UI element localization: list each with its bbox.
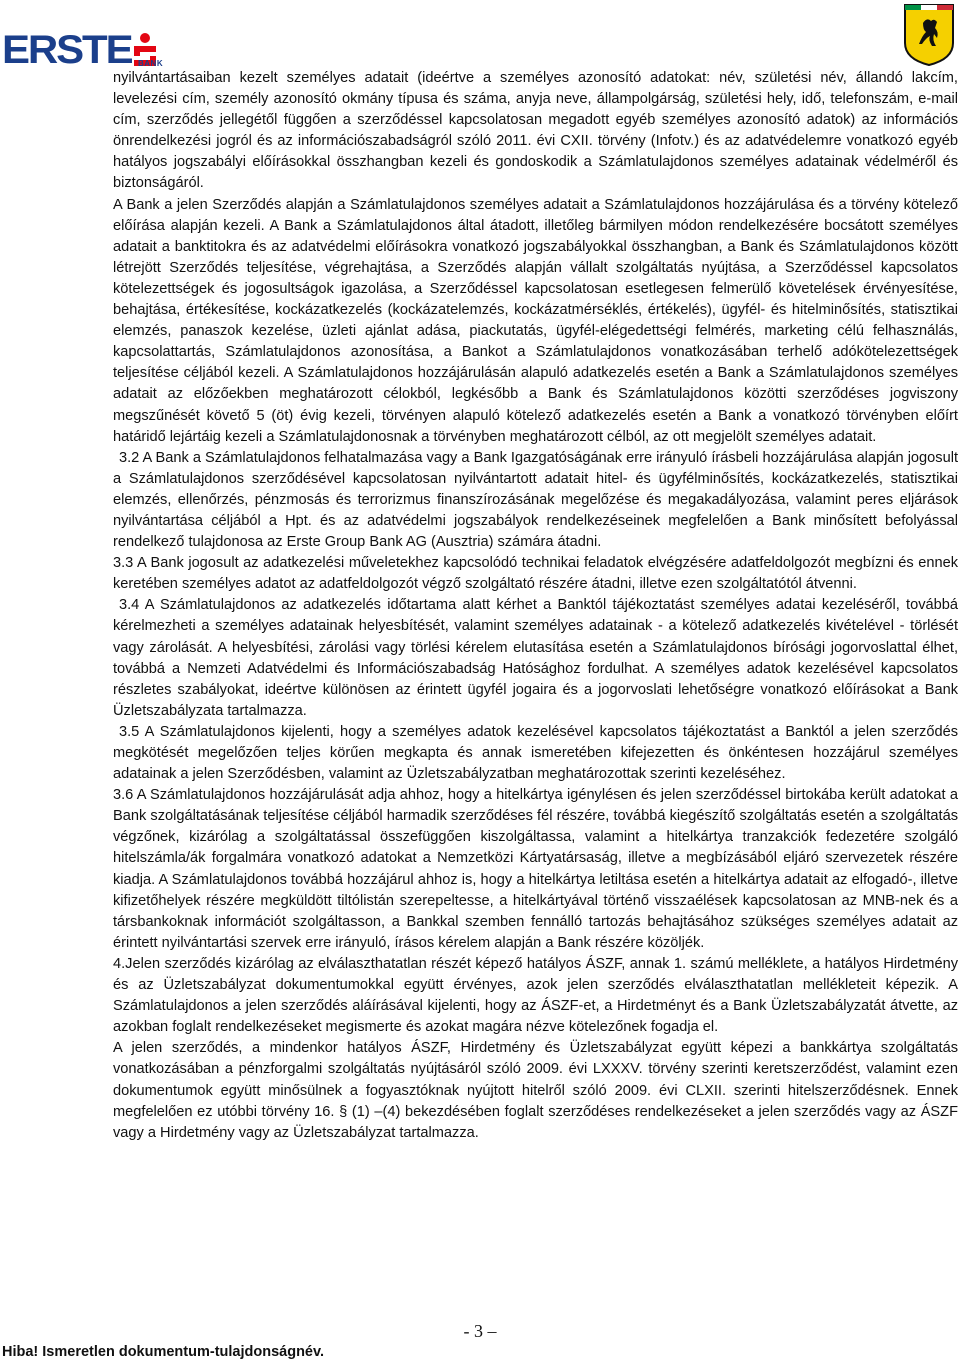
document-body [113, 68, 958, 1144]
paragraph-3-4: 3.4 A Számlatulajdonos az adatkezelés időtartama alatt kérhet a Banktól tájékoztatást személyes adatai kezeléséről, továbbá kérelmezheti a személyes adatainak helyesbítését, valamint személyes adatainak - a kötelező adatkezelés kivételével - törlését vagy zárolását. A helyesbítési, zárolási vagy törlési kérelem elutasítása esetén a Számlatulajdonos bírósági jogorvoslattal élhet, továbbá a Nemzeti Adatvédelmi és Információszabadság Hatósághoz fordulhat. A személyes adatok kezelésével kapcsolatos részletes szabályokat, ideértve különösen az érintett ügyfél jogaira és a jogorvoslati lehetőségre vonatkozó előírásokat a Bank Üzletszabályzata tartalmazza. [113, 597, 958, 719]
paragraph-3-3: 3.3 A Bank jogosult az adatkezelési műveletekhez kapcsolódó technikai feladatok elvégzésére adatfeldolgozót megbízni és ennek keretében személyes adatot az adatfeldolgozót végző szolgáltató részére átadni, illetve ezen szolgáltatótól átvenni. [113, 555, 958, 593]
paragraph-4: 4.Jelen szerződés kizárólag az elválaszthatatlan részét képező hatályos ÁSZF, annak 1. számú melléklete, a hatályos Hirdetmény és az Üzletszabályzat dokumentumokkal együtt érvényes, azok jelen szerződés elválaszthatatlan mellékleteit képezik. A Számlatulajdonos a jelen szerződés aláírásával kijelenti, hogy az ÁSZF-et, a Hirdetményt és a Bank Üzletszabályzatát átvette, az azokban foglalt rendelkezéseket megismerte és azokat magára nézve kötelezőnek fogadja el. [113, 955, 958, 1036]
page-number: - 3 – [463, 1321, 497, 1341]
erste-bank-logo [0, 30, 170, 70]
paragraph-3-2: 3.2 A Bank a Számlatulajdonos felhatalmazása vagy a Bank Igazgatóságának erre irányuló írásbeli hozzájárulása alapján jogosult a Számlatulajdonos szerződésével kapcsolatosan nyilvántartott adatait hitel- és ügyfélminősítés, kockázatkezelés, statisztikai elemzés, ellenőrzés, pénzmosás és terrorizmus finanszírozásának megelőzése és megakadályozása, valamint peres eljárások nyilvántartása céljából a Hpt. és az adatvédelmi jogszabályok rendelkezéseinek megfelelően a Bank minősített befolyással rendelkező tulajdonosa az Erste Group Bank AG (Ausztria) számára átadni. [113, 449, 958, 551]
paragraph-framework-contract: A jelen szerződés, a mindenkor hatályos ÁSZF, Hirdetmény és Üzletszabályzat együtt képezi a bankkártya szolgáltatás vonatkozásában a pénzforgalmi szolgáltatás nyújtásáról szóló 2009. évi LXXXV. törvény szerinti keretszerződést, valamint ezen dokumentumok együtt minősülnek a fogyasztóknak nyújtott hitelről szóló 2009. évi CLXII. szerinti hitelszerződésnek. Ennek megfelelően ez utóbbi törvény 16. § (1) –(4) bekezdésében foglalt szerződéses rendelkezéseket a jelen szerződés vagy az ÁSZF vagy a Hirdetmény vagy az Üzletszabályzat tartalmazza. [113, 1040, 958, 1141]
paragraph-data-handling: nyilvántartásaiban kezelt személyes adatait (ideértve a személyes azonosító adatokat: név, születési név, állandó lakcím, levelezési cím, személy azonosító okmány típusa és száma, anyja neve, állampolgárság, születési hely, idő, telefonszám, e-mail cím, szerződés jellegétől függően a szerződéssel kapcsolatosan megadott egyéb személyes azonosító adatok) az információs önrendelkezési jogról és az információszabadságról szóló 2011. évi CXII. törvény (Infotv.) és az adatvédelemre vonatkozó egyéb hatályos jogszabályi előírásokkal összhangban kezeli és gondoskodik a Számlatulajdonos személyes adatainak védelméről és biztonságáról. [113, 70, 958, 192]
paragraph-consent-basis: A Bank a jelen Szerződés alapján a Számlatulajdonos személyes adatait a Számlatulajdonos hozzájárulása és a törvény kötelező előírása alapján kezeli. A Bank a Számlatulajdonos által átadott, illetőleg bármilyen módon rendelkezésére bocsátott személyes adatait a banktitokra és az adatvédelmi előírásokra vonatkozó jogszabályokkal összhangban, a Bank és Számlatulajdonos között létrejött Szerződés teljesítése, végrehajtása, a Szerződés alapján vállalt szolgáltatás nyújtása, a Szerződéssel kapcsolatos kötelezettségek és jogosultságok igazolása, a Szerződéssel kapcsolatosan esetlegesen felmerülő követelések érvényesítése, behajtása, értékesítése, kockázatkezelés (kockázatelemzés, kockázatmérséklés, értékelés), ügyfél- és hitelminősítés, statisztikai elemzés, panaszok kezelése, üzleti ajánlat adása, piackutatás, ügyfél-elégedettségi felmérés, marketing célú felhasználás, kapcsolattartás, Számlatulajdonos azonosítása, a Bankot a Számlatulajdonos vonatkozásában terhelő adókötelezettségek teljesítése céljából kezeli. A Számlatulajdonos hozzájárulásán alapuló adatkezelés esetén a Bank a Számlatulajdonos személyes adatait az előzőekben meghatározott célokból, legkésőbb a Bank és Számlatulajdonos közötti szerződéses jogviszony megszűnését követő 5 (öt) évig kezeli, törvényen alapuló kötelező adatkezelés esetén a Bank a vonatkozó törvényben előírt határidő lejártáig kezeli a Számlatulajdonosnak a törvényben meghatározott célból, az ott megjelölt személyes adatait. [113, 196, 958, 445]
erste-logo-wordmark: ERSTE [2, 28, 132, 72]
footer-error-text: Hiba! Ismeretlen dokumentum-tulajdonságnév. [2, 1344, 325, 1360]
paragraph-3-5: 3.5 A Számlatulajdonos kijelenti, hogy a személyes adatok kezelésével kapcsolatos tájékoztatást a Banktól a jelen szerződés megkötését megelőzően teljes körűen megkapta és annak ismeretében kifejezetten és önkéntesen hozzájárul személyes adatainak a jelen Szerződésben, valamint az Üzletszabályzatban meghatározottak szerinti kezeléséhez. [113, 723, 958, 783]
ferrari-shield-logo [903, 3, 955, 67]
erste-logo-subtitle: BANK [138, 59, 164, 68]
paragraph-3-6: 3.6 A Számlatulajdonos hozzájárulását adja ahhoz, hogy a hitelkártya igénylésen és jelen szerződéssel birtokába került adatokat a Bank szolgáltatásának teljesítése céljából harmadik szerződéses fél részére, továbbá kiegészítő szolgáltatás esetén a szolgáltatás végzőnek, kizárólag a szolgáltatással összefüggően kiszolgáltassa, valamint a hitelkártya tranzakciók fedezetére szolgáló hitelszámla/ák forgalmára vonatkozó adatokat a Nemzetközi Kártyatársaság, illetve a megbízásából eljáró szervezetek részére kiadja. A Számlatulajdonos továbbá hozzájárul ahhoz is, hogy a hitelkártya letiltása esetén a hitelkártya adatait az elfogadó-, illetve kifizetőhelyek részére megküldött tiltólistán szerepeltesse, a hitelkártyával történő visszaélések kapcsolatosan az MNB-nek és a társbankoknak információt szolgáltasson, a Bankkal szemben fennálló tartozás behajtásához szükséges személyes adatait az érintett nyilvántartási szervek erre irányuló, írásos kérelem alapján a Bank részére közöljék. [113, 787, 958, 951]
